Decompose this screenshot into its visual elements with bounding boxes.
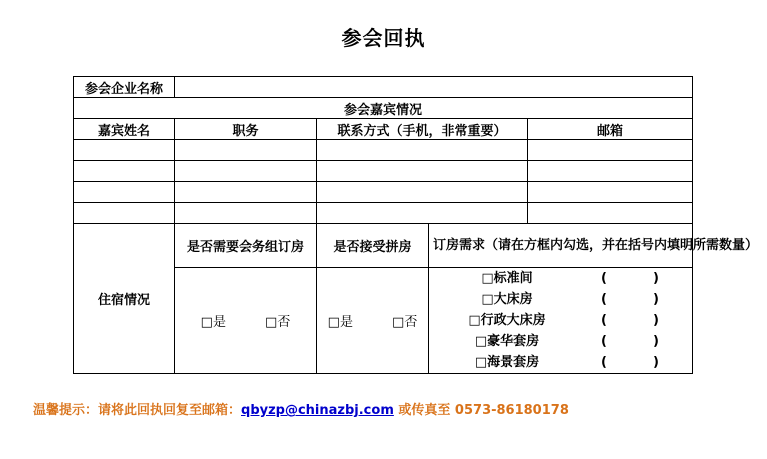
guest-position-cell[interactable]: [175, 182, 317, 203]
room-qty-close: ): [653, 313, 659, 328]
room-qty-close: ): [653, 271, 659, 286]
room-qty-open[interactable]: (: [601, 355, 607, 370]
guest-email-cell[interactable]: [528, 203, 693, 224]
company-row: [74, 77, 693, 98]
guest-section-row: [74, 98, 693, 119]
question-share-room: 是否接受拼房: [317, 224, 429, 268]
book-room-options: [175, 268, 317, 374]
share-room-no-checkbox[interactable]: □否: [392, 315, 418, 330]
guest-position-cell[interactable]: [175, 161, 317, 182]
room-king-checkbox[interactable]: □大床房: [481, 292, 533, 307]
room-qty-open[interactable]: (: [601, 313, 607, 328]
company-name-field[interactable]: [175, 77, 693, 98]
share-room-options: [317, 268, 429, 374]
guest-position-cell[interactable]: [175, 203, 317, 224]
header-position: 职务: [175, 119, 317, 140]
guest-row: [74, 182, 693, 203]
header-guest-name: 嘉宾姓名: [74, 119, 175, 140]
header-email: 邮箱: [528, 119, 693, 140]
company-label: 参会企业名称: [74, 77, 175, 98]
room-qty-close: ): [653, 355, 659, 370]
book-room-yes-checkbox[interactable]: □是: [200, 315, 226, 330]
room-qty-close: ): [653, 292, 659, 307]
room-qty-close: ): [653, 334, 659, 349]
header-contact: 联系方式（手机，非常重要）: [317, 119, 528, 140]
lodging-label: 住宿情况: [74, 224, 175, 374]
email-link[interactable]: qbyzp@chinazbj.com: [241, 403, 394, 418]
room-type-list: [429, 268, 693, 374]
room-qty-open[interactable]: (: [601, 271, 607, 286]
guest-section-heading: 参会嘉宾情况: [74, 98, 693, 119]
book-room-no-checkbox[interactable]: □否: [265, 315, 291, 330]
room-option: [433, 310, 688, 331]
guest-header-row: [74, 119, 693, 140]
guest-email-cell[interactable]: [528, 161, 693, 182]
room-option: [433, 352, 688, 373]
guest-name-cell[interactable]: [74, 203, 175, 224]
share-room-yes-checkbox[interactable]: □是: [327, 315, 353, 330]
guest-contact-cell[interactable]: [317, 203, 528, 224]
page-title: 参会回执: [341, 26, 426, 50]
guest-row: [74, 140, 693, 161]
guest-row: [74, 161, 693, 182]
reminder-prefix: 温馨提示：请将此回执回复至邮箱：: [33, 403, 242, 418]
reminder-note: [33, 399, 569, 418]
guest-name-cell[interactable]: [74, 161, 175, 182]
room-deluxe-suite-checkbox[interactable]: □豪华套房: [474, 334, 540, 349]
guest-position-cell[interactable]: [175, 140, 317, 161]
room-qty-open[interactable]: (: [601, 334, 607, 349]
registration-form-table: [73, 76, 759, 374]
reminder-suffix: 或传真至 0573-86180178: [393, 403, 569, 418]
lodging-question-row: [74, 224, 693, 268]
room-qty-open[interactable]: (: [601, 292, 607, 307]
guest-contact-cell[interactable]: [317, 161, 528, 182]
guest-contact-cell[interactable]: [317, 140, 528, 161]
guest-contact-cell[interactable]: [317, 182, 528, 203]
question-book-room: 是否需要会务组订房: [175, 224, 317, 268]
room-option: [433, 331, 688, 352]
guest-row: [74, 203, 693, 224]
question-room-needs: 订房需求（请在方框内勾选，并在括号内填明所需数量）: [429, 224, 693, 268]
room-exec-king-checkbox[interactable]: □行政大床房: [468, 313, 546, 328]
guest-name-cell[interactable]: [74, 182, 175, 203]
room-option: [433, 268, 688, 289]
room-standard-checkbox[interactable]: □标准间: [481, 271, 533, 286]
guest-name-cell[interactable]: [74, 140, 175, 161]
room-option: [433, 289, 688, 310]
guest-email-cell[interactable]: [528, 140, 693, 161]
room-seaview-suite-checkbox[interactable]: □海景套房: [474, 355, 540, 370]
guest-email-cell[interactable]: [528, 182, 693, 203]
